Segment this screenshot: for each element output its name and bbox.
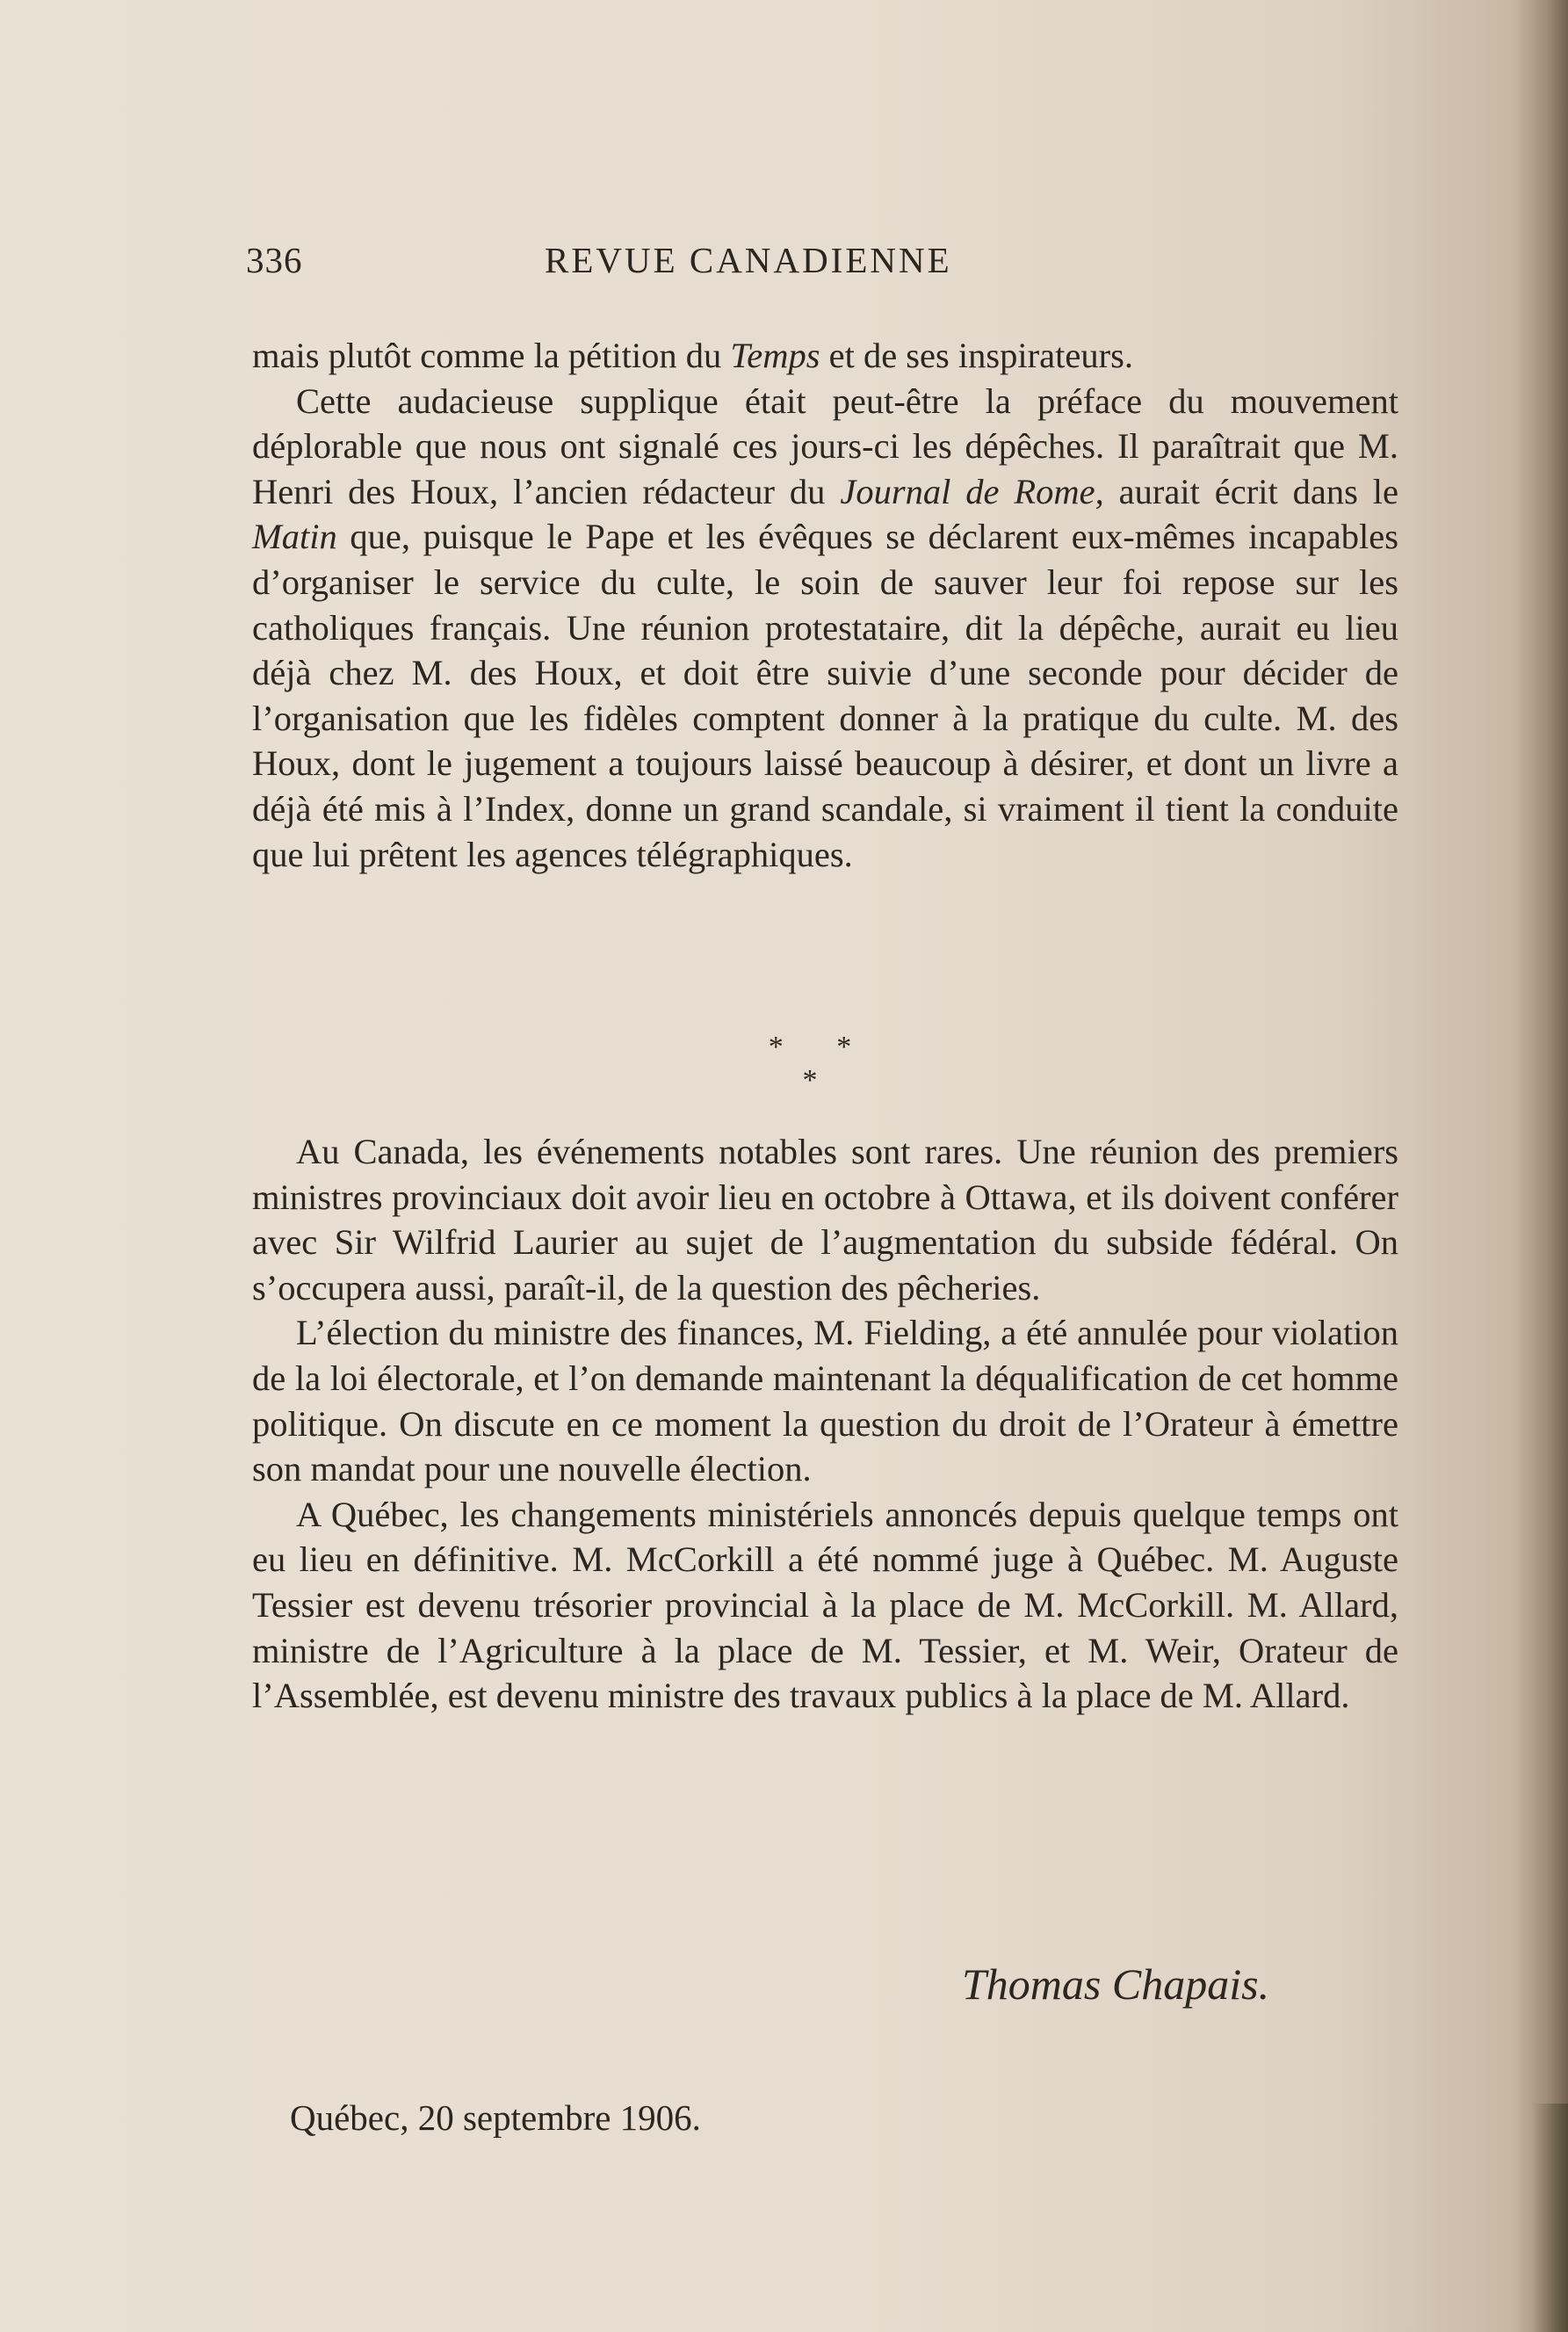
journal-title: REVUE CANADIENNE — [545, 240, 952, 280]
paragraph-canada: Au Canada, les événements notables sont rares. Une réunion des premiers ministres provinciaux doit avoir lieu en octobre à Ottawa, et ils doivent conférer avec Sir Wilfrid Laurier au sujet de l’augmentation du subside fédéral. On s’occupera aussi, paraît-il, de la question des pêcheries. — [252, 1132, 1398, 1307]
section-separator: * * * — [768, 1031, 875, 1097]
italic-title-journal-de-rome: Journal de Rome, — [840, 471, 1104, 511]
italic-title-matin: Matin — [252, 517, 337, 557]
paragraph-des-houx: Cette audacieuse supplique était peut-être la préface du mouvement déplorable que nous ont signalé ces jours-ci les dépêches. Il paraîtrait que M. Henri des Houx, l’ancien rédacteur du Journal de Rome, aurait écrit dans le Matin que, puisque le Pape et les évêques se déclarent eux-mêmes incapables d’organiser le service du culte, le soin de sauver leur foi repose sur les catholiques français. Une réunion protestataire, dit la dépêche, aurait eu lieu déjà chez M. des Houx, et doit être suivie d’une seconde pour décider de l’organisation que les fidèles comptent donner à la pratique du culte. M. des Houx, dont le jugement a toujours laissé beaucoup à désirer, et dont un livre a déjà été mis à l’Index, donne un grand scandale, si vraiment il tient la conduite que lui prêtent les agences télégraphiques. — [252, 380, 1399, 874]
page-number: 336 — [246, 240, 303, 280]
paragraph-fielding: L’élection du ministre des finances, M. Fielding, a été annulée pour violation de la loi électorale, et l’on demande maintenant la déqualification de cet homme politique. On discute en ce moment la question du droit de l’Orateur à émettre son mandat pour une nouvelle élection. — [252, 1313, 1398, 1489]
signature-script-icon — [962, 1955, 1348, 2017]
italic-title-temps: Temps — [730, 336, 820, 375]
paragraph-continued: mais plutôt comme la pétition du Temps et de ses inspirateurs. — [252, 336, 1133, 375]
paragraph-quebec: A Québec, les changements ministériels annoncés depuis quelque temps ont eu lieu en définitive. M. McCorkill a été nommé juge à Québec. M. Auguste Tessier est devenu trésorier provincial à la place de M. McCorkill. M. Allard, ministre de l’Agriculture à la place de M. Tessier, et M. Weir, Orateur de l’Assemblée, est devenu ministre des travaux publics à la place de M. Allard. — [252, 1494, 1398, 1716]
article-text-section-b — [252, 1129, 1398, 1719]
binding-edge-shadow — [1515, 0, 1568, 2332]
svg-text:Thomas Chapais.: Thomas Chapais. — [962, 1959, 1270, 2009]
binding-edge-dark — [1533, 2104, 1568, 2332]
article-text-section-a — [252, 333, 1398, 877]
author-signature — [962, 1955, 1348, 2017]
dateline: Québec, 20 septembre 1906. — [290, 2097, 701, 2138]
running-head — [246, 239, 1124, 288]
